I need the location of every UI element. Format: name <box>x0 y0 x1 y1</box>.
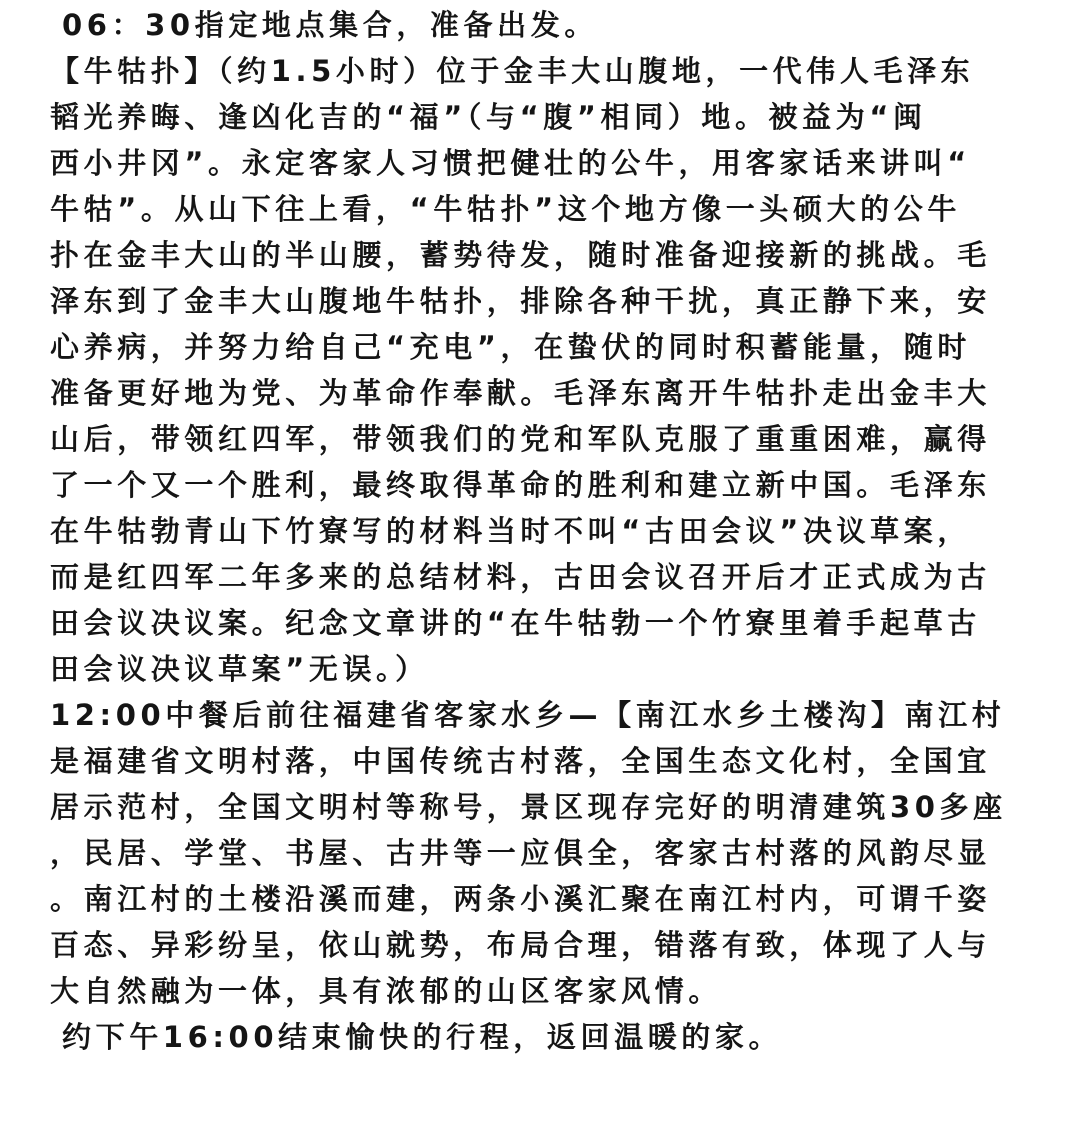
text-line: 百态、异彩纷呈，依山就势，布局合理，错落有致，体现了人与 <box>50 928 991 962</box>
text-line: 了一个又一个胜利，最终取得革命的胜利和建立新中国。毛泽东 <box>50 468 991 502</box>
text-line: 居示范村，全国文明村等称号，景区现存完好的明清建筑30多座 <box>50 790 1007 824</box>
text-line: 西小井冈”。永定客家人习惯把健壮的公牛，用客家话来讲叫“ <box>50 146 971 180</box>
text-line: 06：30指定地点集合，准备出发。 <box>62 8 598 42</box>
itinerary-text <box>50 2 1050 1060</box>
text-line: 韬光养晦、逢凶化吉的“福”（与“腹”相同）地。被益为“闽 <box>50 100 927 134</box>
text-line: 12:00中餐后前往福建省客家水乡—【南江水乡土楼沟】南江村 <box>50 698 1006 732</box>
text-line: 大自然融为一体，具有浓郁的山区客家风情。 <box>50 974 723 1008</box>
text-line: 而是红四军二年多来的总结材料，古田会议召开后才正式成为古 <box>50 560 991 594</box>
text-line: 在牛牯勃青山下竹寮写的材料当时不叫“古田会议”决议草案， <box>50 514 971 548</box>
text-line: 牛牯”。从山下往上看，“牛牯扑”这个地方像一头硕大的公牛 <box>50 192 961 226</box>
text-line: 扑在金丰大山的半山腰，蓄势待发，随时准备迎接新的挑战。毛 <box>50 238 991 272</box>
text-line: 心养病，并努力给自己“充电”，在蛰伏的同时积蓄能量，随时 <box>50 330 971 364</box>
text-line: 泽东到了金丰大山腹地牛牯扑，排除各种干扰，真正静下来，安 <box>50 284 991 318</box>
text-line: ，民居、学堂、书屋、古井等一应俱全，客家古村落的风韵尽显 <box>50 836 991 870</box>
text-line: 准备更好地为党、为革命作奉献。毛泽东离开牛牯扑走出金丰大 <box>50 376 991 410</box>
text-line: 田会议决议草案”无误。） <box>50 652 429 686</box>
text-line: 是福建省文明村落，中国传统古村落，全国生态文化村，全国宜 <box>50 744 991 778</box>
text-line: 约下午16:00结束愉快的行程，返回温暖的家。 <box>62 1020 783 1054</box>
text-line: 山后，带领红四军，带领我们的党和军队克服了重重困难，赢得 <box>50 422 991 456</box>
text-line: 。南江村的土楼沿溪而建，两条小溪汇聚在南江村内，可谓千姿 <box>50 882 991 916</box>
text-line: 【牛牯扑】（约1.5小时）位于金丰大山腹地，一代伟人毛泽东 <box>50 54 975 88</box>
text-line: 田会议决议案。纪念文章讲的“在牛牯勃一个竹寮里着手起草古 <box>50 606 981 640</box>
